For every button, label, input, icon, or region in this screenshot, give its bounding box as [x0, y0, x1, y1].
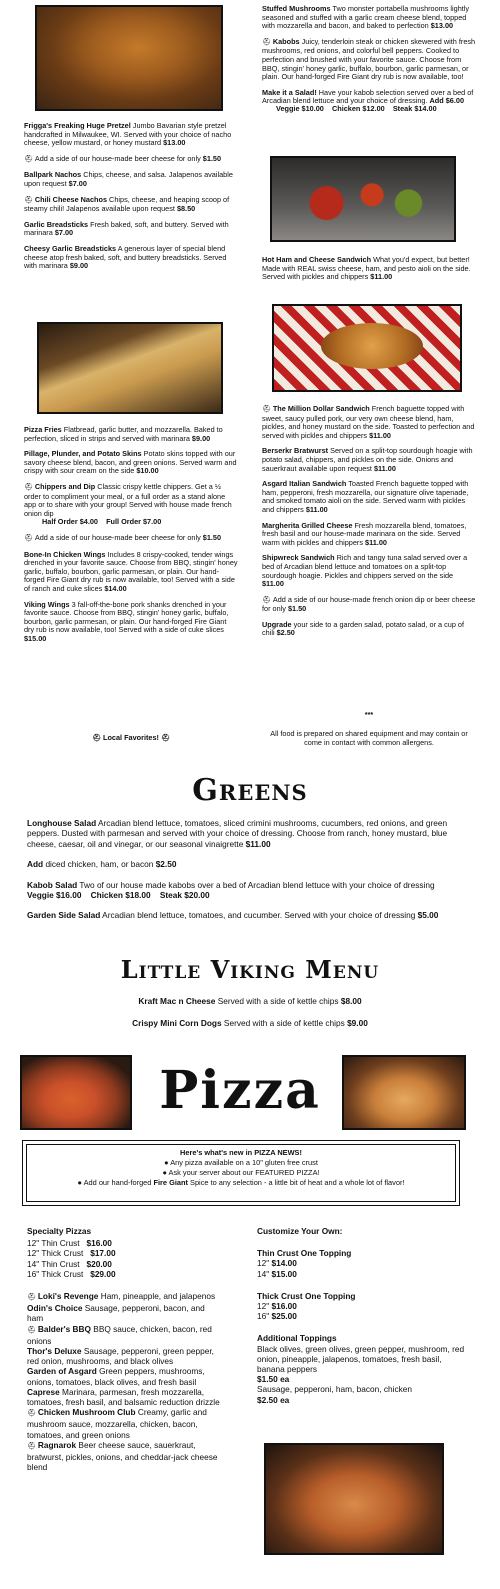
sandwich-photo	[272, 304, 462, 392]
veg-price: $1.50 ea	[257, 1374, 290, 1385]
greens-section	[27, 818, 457, 931]
customize-pizza	[257, 1226, 467, 1405]
menu-item	[0, 996, 500, 1006]
left-column-top	[24, 122, 238, 278]
pizza-title: Garden of Asgard	[27, 1366, 97, 1377]
item-desc: Toasted French baguette topped with ham, pepperoni, fresh mozzarella, our signature olive tapenade, and smoked tomato aioli on the side. Served warm with pickles and chippers	[262, 479, 469, 514]
item-title: Make it a Salad!	[262, 87, 317, 97]
menu-item	[262, 5, 476, 31]
item-price: $7.00	[68, 178, 87, 188]
item-price: $11.00	[262, 579, 284, 589]
item-title: Kraft Mac n Cheese	[138, 996, 216, 1006]
viking-helmet-icon: ⛑	[27, 1410, 38, 1418]
item-desc: Chips, cheese, and heaping scoop of steamy chili! Jalapenos available upon request	[24, 194, 230, 214]
menu-item	[262, 405, 476, 440]
menu-item	[262, 596, 476, 614]
menu-item	[24, 155, 238, 165]
item-price: $13.00	[430, 21, 454, 31]
thick-heading: Thick Crust One Topping	[257, 1290, 356, 1301]
stars-divider: ***	[364, 710, 374, 719]
item-desc: Juicy, tenderloin steak or chicken skewered with fresh mushrooms, red onions, and colorful bell peppers. Cooked to perfection and brushed with your favorite sauce. Choose from BBQ, stingin' honey garlic, buffalo, bourbon, garlic parmesan, or plain. Our hand-forged Fire Giant dry rub is now available, too!	[262, 36, 476, 82]
item-desc: Fresh baked, soft, and buttery. Served with marinara	[24, 219, 229, 238]
menu-item	[24, 426, 238, 443]
item-title: Pizza Fries	[24, 425, 62, 434]
item-title: Bone-In Chicken Wings	[24, 549, 106, 559]
item-desc: Flatbread, garlic butter, and mozzarella. Baked to perfection, sliced in strips and served with marinara	[24, 425, 223, 443]
size-row	[27, 1238, 223, 1248]
pizza-title: Loki's Revenge	[37, 1291, 99, 1302]
item-title: Stuffed Mushrooms	[262, 4, 331, 13]
item-price: $1.50	[202, 532, 222, 542]
item-title: Margherita Grilled Cheese	[262, 520, 353, 530]
viking-helmet-icon: ⛑	[27, 1294, 38, 1302]
item-desc: Two monster portabella mushrooms lightly seasoned and stuffed with a garlic cream cheese blend, topped with mozzarella and bacon, and baked to perfection	[262, 4, 470, 31]
pizza-heading: Pizza	[159, 1060, 321, 1121]
item-price: $2.50	[155, 859, 177, 870]
item-price: $9.00	[347, 1018, 368, 1029]
right-column-sandwiches	[262, 405, 476, 645]
item-price: $8.00	[340, 996, 362, 1006]
menu-item	[24, 450, 238, 476]
viking-helmet-icon: ⛑	[27, 1326, 38, 1334]
item-title: Cheesy Garlic Breadsticks	[24, 243, 117, 253]
pizza-title: Caprese	[27, 1386, 60, 1397]
item-desc: Includes 8 crispy-cooked, tender wings drenched in your favorite sauce. Choose from BBQ, stingin' honey garlic, buffalo, bourbon, garlic parmesan, or plain. Our hand-forged Fire Giant dry rub is now available, too! Served with a side of ranch and cuke slices	[24, 549, 238, 593]
menu-item	[24, 196, 238, 214]
item-title: Add	[27, 859, 44, 870]
kabob-photo	[270, 156, 456, 242]
pizza-title: Thor's Deluxe	[27, 1346, 82, 1357]
item-price: $11.00	[370, 272, 393, 282]
menu-item	[24, 483, 238, 527]
item-desc: What you'd expect, but better! Made with REAL swiss cheese, ham, and pesto aioli on the side. Served with pickles and chippers	[262, 255, 471, 282]
size-label: 12" Thick Crust	[27, 1248, 84, 1259]
ham-sandwich-item	[262, 256, 476, 289]
item-desc: diced chicken, ham, or bacon	[43, 859, 154, 870]
item-price: $11.00	[373, 463, 396, 473]
item-price: $13.00	[163, 138, 186, 148]
item-desc: Served on a split-top sourdough hoagie with potato salad, chippers, and pickles on the side. Onions and sauerkraut available upon request	[262, 446, 473, 473]
pizza-title: Balder's BBQ	[37, 1323, 91, 1334]
size-row	[257, 1269, 467, 1279]
menu-item	[24, 601, 238, 644]
item-desc: Two of our house made kabobs over a bed of Arcadian blend lettuce with your choice of dressing	[77, 879, 435, 890]
item-title: Chippers and Dip	[34, 481, 96, 491]
meat-price: $2.50 ea	[257, 1394, 290, 1405]
customize-heading: Customize Your Own:	[257, 1226, 343, 1236]
item-price: $5.00	[417, 910, 439, 921]
menu-item	[262, 38, 476, 82]
specialty-pizzas	[27, 1226, 223, 1472]
viking-helmet-icon: ⛑	[24, 483, 35, 491]
news-line: ● Add our hand-forged Fire Giant Spice to any selection - a little bit of heat and a whole lot of flavor!	[77, 1178, 405, 1187]
size-label: 12"	[257, 1301, 272, 1312]
pizza-item	[27, 1407, 223, 1440]
size-row	[27, 1259, 223, 1269]
item-title: Berserkr Bratwurst	[262, 446, 329, 456]
item-price: $1.50	[287, 604, 307, 614]
item-desc: Fresh mozzarella blend, tomatoes, fresh basil and our house-made marinara on the side. Served warm with pickles and chippers	[262, 520, 467, 547]
pizza-desc: Sausage, pepperoni, bacon, and ham	[27, 1303, 205, 1324]
item-desc: Served with a side of kettle chips	[215, 996, 339, 1006]
kabob-prices: Veggie $10.00 Chicken $12.00 Steak $14.00	[276, 104, 437, 113]
pizza-photo-left	[20, 1055, 132, 1130]
size-label: 12"	[257, 1258, 272, 1269]
item-price: $14.00	[104, 583, 127, 593]
veg-toppings: Black olives, green olives, green pepper, mushroom, red onion, pineapple, jalapenos, tomatoes, fresh basil, banana peppers	[257, 1343, 465, 1375]
size-row	[257, 1311, 467, 1321]
viking-helmet-icon: ⛑	[24, 196, 35, 204]
size-row	[257, 1301, 467, 1311]
item-desc: Arcadian blend lettuce, tomatoes, sliced crimini mushrooms, cucumbers, red onions, and green peppers. Dusted with parmesan and served with your choice of dressing. Choose from ranch, honey mustard, blue cheese, caesar, oil and vinegar, or our seasonal vinaigrette	[27, 818, 448, 849]
item-price: $8.50	[176, 204, 196, 214]
size-price: $29.00	[90, 1268, 116, 1279]
item-price: $11.00	[305, 504, 328, 514]
item-price: $11.00	[365, 537, 387, 547]
size-label: 14"	[257, 1268, 272, 1279]
size-price: $16.00	[271, 1301, 297, 1312]
item-desc: Add a side of our house-made beer cheese for only	[34, 532, 201, 542]
item-desc: Rich and tangy tuna salad served over a bed of Arcadian blend lettuce and tomatoes on a split-top sourdough hoagie. Pickles and chippers served on the side	[262, 553, 468, 580]
size-price: $17.00	[90, 1248, 116, 1259]
size-label: 12" Thin Crust	[27, 1238, 80, 1249]
viking-helmet-icon: ⛑	[24, 534, 35, 542]
greens-heading: Greens	[192, 773, 308, 808]
item-desc: A generous layer of special blend cheese atop fresh baked, soft, and buttery breadsticks. Served with marinara	[24, 243, 227, 271]
item-price: Veggie $16.00 Chicken $18.00 Steak $20.00	[27, 890, 210, 901]
news-line: ● Any pizza available on a 10" gluten free crust	[164, 1158, 318, 1167]
item-price: Full Order $7.00	[106, 517, 162, 527]
item-price: $2.50	[276, 628, 295, 638]
news-title: Here's what's new in PIZZA NEWS!	[180, 1148, 302, 1157]
menu-item	[262, 621, 476, 638]
pizza-desc: Marinara, parmesan, fresh mozzarella, tomatoes, fresh basil, and balsamic reduction drizzle	[27, 1386, 220, 1408]
size-row	[257, 1258, 467, 1268]
size-label: 16" Thick Crust	[27, 1268, 84, 1279]
menu-item	[27, 859, 457, 869]
item-title: Longhouse Salad	[27, 818, 97, 828]
pizza-desc: Creamy, garlic and mushroom sauce, mozzarella, chicken, bacon, tomatoes, and green onions	[27, 1407, 207, 1440]
item-desc: Classic crispy kettle chippers. Get a ½ order to compliment your meal, or a full order as a stand alone app or to share with your group! Served with house made french onion dip	[24, 481, 232, 518]
item-price: $10.00	[136, 466, 159, 476]
menu-item	[262, 522, 476, 548]
menu-item	[24, 221, 238, 238]
size-row	[27, 1269, 223, 1279]
item-desc: Jumbo Bavarian style pretzel handcrafted in Milwaukee, WI. Served with your choice of nacho cheese, yellow mustard, or honey mustard	[24, 121, 232, 148]
size-label: 16"	[257, 1311, 272, 1322]
size-price: $25.00	[271, 1311, 297, 1322]
pizza-item	[27, 1387, 223, 1407]
pizza-item	[27, 1324, 223, 1346]
toppings-heading: Additional Toppings	[257, 1333, 337, 1344]
item-price: $9.00	[69, 261, 89, 271]
item-desc: Have your kabob selection served over a bed of Arcadian blend lettuce and your choice of dressing.	[262, 87, 474, 106]
menu-item	[27, 880, 457, 901]
menu-item	[262, 480, 476, 514]
item-title: Kabobs	[272, 36, 300, 46]
pizza-desc: Sausage, pepperoni, green pepper, red onion, mushrooms, and black olives	[27, 1346, 214, 1367]
left-column-bottom	[24, 426, 238, 650]
item-price: $1.50	[202, 153, 222, 163]
pizza-desc: Beer cheese sauce, sauerkraut, bratwurst, pickles, onions, and cheddar-jack cheese blend	[27, 1439, 218, 1473]
item-title: Kabob Salad	[27, 879, 78, 890]
pizza-title: Chicken Mushroom Club	[37, 1407, 136, 1418]
pizza-title: Ragnarok	[37, 1439, 77, 1450]
viking-helmet-icon: ⛑	[161, 735, 170, 742]
menu-item	[262, 554, 476, 588]
menu-item	[24, 171, 238, 188]
item-price: $11.00	[245, 838, 271, 849]
pizza-desc: Ham, pineapple, and jalapenos	[98, 1291, 216, 1302]
item-title: Garlic Breadsticks	[24, 219, 89, 229]
viking-helmet-icon: ⛑	[24, 155, 35, 163]
allergen-note: All food is prepared on shared equipment and may contain or come in contact with common allergens.	[270, 729, 468, 747]
item-price: $11.00	[369, 430, 391, 440]
item-desc: Potato skins topped with our savory cheese blend, bacon, and green onions. Served warm and crispy with sour cream on the side	[24, 449, 237, 476]
right-column-top	[262, 5, 476, 113]
item-desc: Arcadian blend lettuce, tomatoes, and cucumber. Served with your choice of dressing	[100, 910, 416, 921]
viking-heading: Little Viking Menu	[120, 955, 380, 984]
viking-helmet-icon: ⛑	[27, 1442, 38, 1450]
item-title: Chili Cheese Nachos	[34, 194, 108, 204]
item-desc: Served with a side of kettle chips	[221, 1018, 345, 1029]
chippers-prices	[24, 518, 238, 527]
pizza-item	[27, 1346, 223, 1366]
item-desc: Chips, cheese, and salsa. Jalapenos available upon request	[24, 170, 233, 188]
size-label: 14" Thin Crust	[27, 1258, 80, 1269]
size-price: $14.00	[271, 1258, 297, 1269]
menu-item	[24, 551, 238, 594]
item-title: The Million Dollar Sandwich	[272, 404, 370, 413]
size-price: $16.00	[86, 1238, 112, 1249]
pizza-title: Odin's Choice	[27, 1303, 83, 1314]
size-price: $15.00	[271, 1268, 297, 1279]
pizza-photo-right	[342, 1055, 466, 1130]
item-price: Half Order $4.00	[42, 517, 98, 527]
item-title: Pillage, Plunder, and Potato Skins	[24, 449, 142, 459]
breadsticks-photo	[37, 322, 223, 414]
size-row	[27, 1248, 223, 1258]
menu-item	[27, 910, 457, 920]
pizza-item	[27, 1366, 223, 1386]
viking-helmet-icon: ⛑	[262, 406, 273, 413]
item-title: Crispy Mini Corn Dogs	[132, 1018, 222, 1029]
pizza-news-box	[22, 1140, 460, 1206]
menu-item	[262, 447, 476, 473]
pizza-desc: BBQ sauce, chicken, bacon, red onions	[27, 1323, 212, 1346]
viking-helmet-icon: ⛑	[262, 38, 273, 46]
pretzel-photo	[35, 5, 223, 111]
menu-item	[24, 122, 238, 148]
local-favorites-label: Local Favorites!	[103, 733, 159, 742]
item-price: $15.00	[24, 633, 47, 643]
item-title: Ballpark Nachos	[24, 170, 82, 180]
item-title: Viking Wings	[24, 599, 70, 609]
viking-section	[0, 996, 500, 1041]
specialty-heading: Specialty Pizzas	[27, 1226, 92, 1236]
item-title: Frigga's Freaking Huge Pretzel	[24, 121, 131, 130]
item-title: Shipwreck Sandwich	[262, 553, 335, 563]
local-favorites	[24, 734, 238, 744]
item-desc: Add a side of our house-made french onion dip or beer cheese for only	[262, 594, 476, 614]
pizza-item	[27, 1291, 223, 1303]
menu-item	[24, 245, 238, 271]
pizza-desc: Green peppers, mushrooms, onions, tomatoes, black olives, and fresh basil	[27, 1366, 205, 1387]
item-desc: Add a side of our house-made beer cheese for only	[34, 153, 201, 163]
thin-heading: Thin Crust One Topping	[257, 1248, 352, 1259]
item-price: Add $6.00	[429, 96, 465, 106]
meat-toppings: Sausage, pepperoni, ham, bacon, chicken	[257, 1384, 412, 1395]
pizza-item	[27, 1440, 223, 1473]
menu-item	[24, 534, 238, 544]
pizza-photo-bottom	[264, 1443, 444, 1555]
viking-helmet-icon: ⛑	[262, 596, 273, 604]
item-title: Garden Side Salad	[27, 910, 101, 921]
viking-helmet-icon: ⛑	[92, 735, 101, 742]
item-desc: your side to a garden salad, potato salad, or a cup of chili	[262, 619, 465, 638]
item-title: Asgard Italian Sandwich	[262, 479, 347, 489]
menu-item	[0, 1018, 500, 1028]
item-desc: French baguette topped with sweet, saucy pulled pork, our very own cheese blend, ham, pickles, and honey mustard on the side. Toasted to perfection and served with pickles and chippers	[262, 404, 475, 440]
item-price: $9.00	[191, 433, 211, 443]
size-price: $20.00	[86, 1258, 112, 1269]
item-desc: 3 fall-off-the-bone pork shanks drenched in your favorite sauce. Choose from BBQ, stingin' honey garlic, buffalo, bourbon, garlic parmesan, or plain. Our hand-forged Fire Giant dry rub is now available, too! Served with a side of cuke slices	[24, 599, 229, 635]
item-title: Upgrade	[262, 619, 292, 629]
menu-item	[27, 818, 457, 849]
pizza-item	[27, 1303, 223, 1323]
news-line: ● Ask your server about our FEATURED PIZZA!	[162, 1168, 320, 1177]
item-title: Hot Ham and Cheese Sandwich	[262, 255, 372, 264]
item-price: $7.00	[54, 228, 74, 238]
